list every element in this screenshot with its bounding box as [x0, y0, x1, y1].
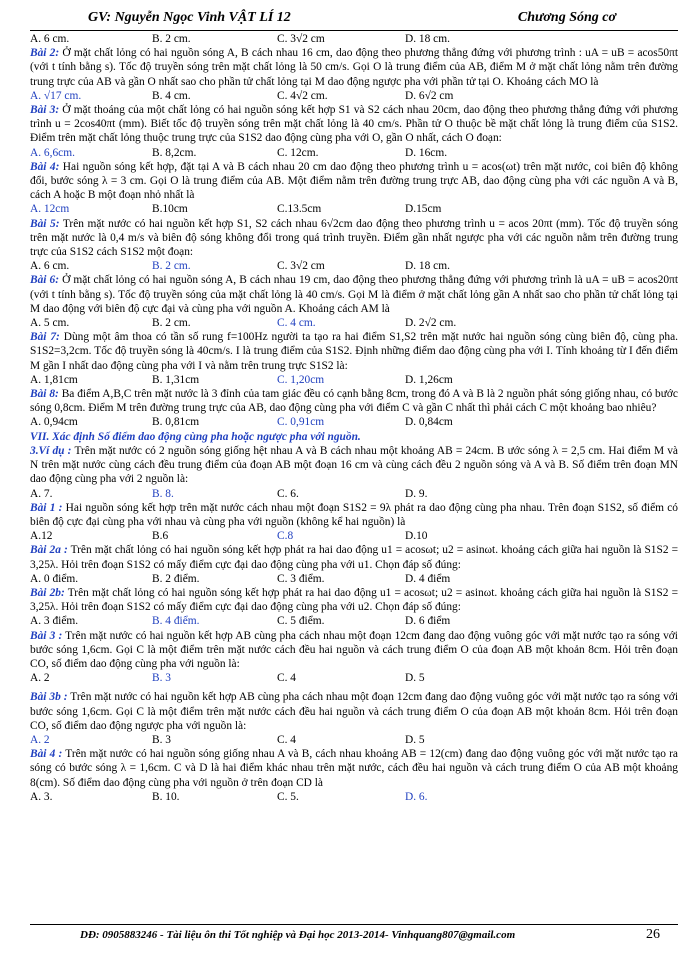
question-text: Trên mặt nước có hai nguồn sóng giống nhau A và B, cách nhau khoảng AB = 12(cm) đang dao động vuông góc với mặt nước tạo ra sóng có bước sóng λ = 1,6cm. C và D là hai điểm khác nhau trên mặt nước, cách đều hai nguồn và cách trung điểm O của AB một khoảng 8(cm). Số điểm dao động cùng pha với nguồn ở trên đoạn CD là — [30, 748, 678, 789]
question-text: Ở mặt chất lỏng có hai nguồn sóng A, B cách nhau 16 cm, dao động theo phương thẳng đứng với phương trình : uA = uB = acos50πt (với t tính bằng s). Tốc độ truyền sóng trên mặt chất lỏng là 50 cm/s. Gọi O là trung điểm của AB, điểm M ở mặt chất lỏng nằm trên đường trung trực của AB và gần O nhất sao cho phần tử chất lỏng tại M dao động ngược pha với phần tử tại O. Khoảng cách MO là — [30, 47, 678, 88]
answer-option: D. 18 cm. — [405, 33, 450, 45]
answer-options — [30, 373, 678, 387]
question-label: Bài 3: — [30, 104, 60, 117]
answer-option: D. 0,84cm — [405, 416, 453, 429]
answer-option: B. 2 cm. — [152, 33, 191, 45]
question — [30, 387, 678, 415]
question-text: Dùng một âm thoa có tần số rung f=100Hz người ta tạo ra hai điểm S1,S2 trên mặt nước hai nguồn sóng cùng biên độ, cùng pha. S1S2=3,2cm. Tốc độ truyền sóng là 40cm/s. I là trung điểm của S1S2. Định những điểm dao động cùng pha với I. Tính khoảng từ I đến điểm M gần I nhất dao động cùng pha với I và nằm trên trung trực S1S2 là: — [30, 331, 678, 372]
question-text: Trên mặt nước có hai nguồn kết hợp AB cùng pha cách nhau một đoạn 12cm đang dao động vuông góc với mặt nước tạo ra sóng với bước sóng 1,6cm. Gọi C là một điểm trên mặt nước cách đều hai nguồn và cách trung điểm O của đoạn AB một khoản 8cm. Hỏi trên đoạn CO, số điểm dao động cùng pha với nguồn là: — [30, 629, 678, 670]
answer-option: B. 3 — [152, 733, 171, 746]
answer-option: A. √17 cm. — [30, 89, 82, 102]
answer-option: D. 6 điểm — [405, 615, 451, 628]
question — [30, 330, 678, 373]
question-label: Bài 2: — [30, 47, 60, 60]
answer-options — [30, 316, 678, 330]
question-label: Bài 3 : — [30, 629, 63, 642]
question-label: Bài 8: — [30, 388, 59, 401]
question-label: Bài 2a : — [30, 544, 68, 557]
question — [30, 747, 678, 790]
question — [30, 690, 678, 733]
question — [30, 273, 678, 316]
answer-option: B. 8,2cm. — [152, 146, 197, 159]
answer-options — [30, 146, 678, 160]
question-text: Hai nguồn sóng kết hợp, đặt tại A và B cách nhau 20 cm dao động theo phương trình u = acos(ωt) trên mặt nước, coi biên độ không đổi, bước sóng λ = 3 cm. Gọi O là trung điểm của AB. Một điểm nằm trên đường trung trực AB, dao động cùng pha với các nguồn A và B, cách A hoặc B một đoạn nhỏ nhất là — [30, 160, 679, 202]
answer-option: D. 5 — [405, 733, 425, 746]
answer-option: B.10cm — [152, 203, 188, 216]
question-text: Ở mặt thoáng của một chất lỏng có hai nguồn sóng kết hợp S1 và S2 cách nhau 20cm, dao động theo phương thẳng đứng với phương trình u = 2cos40πt (mm). Biết tốc độ truyền sóng trên mặt chất lỏng là 40 cm/s. Phần tử O thuộc bề mặt chất lỏng là trung điểm của S1S2. Điểm trên mặt chất lỏng thuộc trung trực của S1S2 dao động cùng pha với O, gần O nhất, cách O đoạn: — [30, 104, 678, 145]
answer-option: C. 6. — [277, 487, 299, 500]
question-label: 3.Ví dụ : — [30, 444, 72, 457]
answer-option: C. 5. — [277, 790, 299, 803]
answer-option: C. 4 cm. — [277, 317, 316, 330]
answer-option: C. 0,91cm — [277, 416, 325, 429]
answer-option: B. 10. — [152, 790, 180, 803]
answer-option: B. 8. — [152, 487, 174, 500]
answer-option: D. 18 cm. — [405, 260, 450, 273]
answer-options — [30, 259, 678, 273]
answer-option: B. 4 cm. — [152, 89, 191, 102]
answer-option: D. 1,26cm — [405, 373, 453, 386]
answer-options — [30, 614, 678, 628]
question-label: Bài 5: — [30, 217, 60, 230]
answer-option: D. 9. — [405, 487, 428, 500]
answer-options — [30, 790, 678, 804]
document-body — [30, 32, 678, 804]
answer-options — [30, 572, 678, 586]
answer-option: B. 3 — [152, 672, 171, 685]
header-author: GV: Nguyễn Ngọc Vinh VẬT LÍ 12 — [88, 10, 291, 25]
answer-option: D.10 — [405, 530, 428, 543]
answer-option: D. 4 điểm — [405, 572, 451, 585]
question-label: Bài 2b: — [30, 586, 65, 599]
section-heading: VII. Xác định Số điểm dao động cùng pha hoặc ngược pha với nguồn. — [30, 430, 361, 443]
answer-options — [30, 89, 678, 103]
question — [30, 629, 678, 672]
answer-option: D. 5 — [405, 672, 425, 685]
question — [30, 586, 678, 614]
answer-option: A. 0 điểm. — [30, 572, 79, 585]
answer-options — [30, 32, 678, 46]
answer-option: B. 2 cm. — [152, 260, 191, 273]
answer-option: A. 12cm — [30, 203, 70, 216]
answer-option: C. 1,20cm — [277, 373, 325, 386]
answer-option: C.13.5cm — [277, 203, 322, 216]
answer-options — [30, 202, 678, 216]
question — [30, 46, 678, 89]
answer-option: C. 4 — [277, 733, 296, 746]
page-header — [30, 8, 678, 31]
question-text: Trên mặt chất lỏng có hai nguồn sóng kết hợp phát ra hai dao động u1 = acosωt; u2 = asinωt. khoảng cách giữa hai nguồn là S1S2 = 3,25λ. Hỏi trên đoạn S1S2 có mấy điểm cực đại dao động cùng pha với u1. Chọn đáp số đúng: — [30, 544, 678, 571]
answer-option: A. 5 cm. — [30, 317, 70, 330]
answer-option: A. 1,81cm — [30, 373, 78, 386]
answer-option: A.12 — [30, 530, 53, 543]
answer-option: C. 4√2 cm. — [277, 89, 328, 102]
page-number: 26 — [646, 927, 660, 942]
answer-option: C. 3 điểm. — [277, 572, 325, 585]
answer-option: C.8 — [277, 530, 294, 543]
answer-option: B.6 — [152, 530, 169, 543]
answer-option: D. 16cm. — [405, 146, 448, 159]
question — [30, 160, 678, 203]
answer-option: C. 4 — [277, 672, 296, 685]
question-text: Trên mặt nước có hai nguồn kết hợp S1, S2 cách nhau 6√2cm dao động theo phương trình u = acos 20πt (mm). Tốc độ truyền sóng trên mặt nước là 0,4 m/s và biên độ sóng không đổi trong quá trình truyền. Điểm gần nhất ngược pha với các nguồn nằm trên đường trung trực của S1S2 cách S1S2 một đoạn: — [30, 217, 679, 259]
answer-option: B. 2 điểm. — [152, 572, 200, 585]
answer-option: C. 12cm. — [277, 146, 319, 159]
footer-contact: DĐ: 0905883246 - Tài liệu ôn thi Tốt nghiệp và Đại học 2013-2014- Vinhquang807@gmail.com — [80, 929, 516, 941]
question-label: Bài 4 : — [30, 748, 63, 761]
answer-option: A. 3. — [30, 790, 53, 803]
answer-options — [30, 415, 678, 429]
answer-option: D. 6. — [405, 790, 428, 803]
answer-option: A. 2 — [30, 733, 50, 746]
header-chapter: Chương Sóng cơ — [517, 10, 616, 25]
answer-options — [30, 529, 678, 543]
answer-option: D. 2√2 cm. — [405, 317, 457, 330]
answer-options — [30, 733, 678, 747]
answer-option: D. 6√2 cm — [405, 89, 454, 102]
question-text: Hai nguồn sóng kết hợp trên mặt nước cách nhau một đoạn S1S2 = 9λ phát ra dao động cùng pha nhau. Trên đoạn S1S2, số điểm có biên độ cực đại cùng pha với nhau và cùng pha với nguồn (không kể hai nguồn) là — [30, 501, 678, 528]
question-text: Trên mặt chất lỏng có hai nguồn sóng kết hợp phát ra hai dao động u1 = acosωt; u2 = asinωt. khoảng cách giữa hai nguồn là S1S2 = 3,25λ. Hỏi trên đoạn S1S2 có mấy điểm cực đại dao động cùng pha với u2. Chọn đáp số đúng: — [30, 586, 678, 614]
answer-option: B. 4 điểm. — [152, 615, 200, 628]
question-text: Ở mặt chất lỏng có hai nguồn sóng A, B cách nhau 19 cm, dao động theo phương thẳng đứng với phương trình là uA = uB = acos20πt (với t tính bằng s). Tốc độ truyền sóng của mặt chất lỏng là 40 cm/s. Gọi M là điểm ở mặt chất lỏng gần A nhất sao cho phần tử chất lỏng tại M dao động với biên độ cực đại và cùng pha với nguồn A. Khoảng cách AM là — [30, 274, 679, 315]
answer-option: B. 0,81cm — [152, 416, 200, 429]
question — [30, 543, 678, 571]
answer-option: C. 3√2 cm — [277, 260, 325, 273]
question-label: Bài 1 : — [30, 501, 63, 514]
question-text: Trên mặt nước có hai nguồn kết hợp AB cùng pha cách nhau một đoạn 12cm đang dao động vuông góc với mặt nước tạo ra sóng với bước sóng 1,6cm. Gọi C là một điểm trên mặt nước cách đều hai nguồn và cách trung điểm O của đoạn AB một khoản 8cm. Hỏi trên đoạn CO, số điểm dao động ngược pha với nguồn là: — [30, 691, 678, 732]
question-label: Bài 7: — [30, 331, 60, 344]
answer-option: A. 0,94cm — [30, 416, 78, 429]
answer-option: B. 1,31cm — [152, 373, 200, 386]
question — [30, 217, 678, 260]
answer-option: A. 6 cm. — [30, 260, 70, 273]
answer-option: C. 3√2 cm — [277, 33, 325, 45]
answer-option: A. 6,6cm. — [30, 146, 75, 159]
answer-option: A. 6 cm. — [30, 33, 70, 45]
answer-option: A. 7. — [30, 487, 53, 500]
answer-options — [30, 487, 678, 501]
page-footer — [30, 924, 678, 945]
answer-option: A. 3 điểm. — [30, 615, 79, 628]
question-label: Bài 6: — [30, 274, 60, 287]
question-text: Ba điểm A,B,C trên mặt nước là 3 đỉnh của tam giác đều có cạnh bằng 8cm, trong đó A và B là 2 nguồn phát sóng giống nhau, có bước sóng 0,8cm. Điểm M trên đường trung trực của AB, dao động cùng pha với điểm C và gần C nhất thì phải cách C một khoảng bao nhiêu? — [30, 388, 678, 415]
question-label: Bài 4: — [30, 160, 60, 173]
question-text: Trên mặt nước có 2 nguồn sóng giống hệt nhau A và B cách nhau một khoảng AB = 24cm. B ước sóng λ = 2,5 cm. Hai điểm M và N trên mặt nước cùng cách đều trung điểm của đoạn AB một đoạn 16 cm và cùng cách đều 2 nguồn sóng và A và B. Số điểm trên đoạn MN dao động cùng pha với 2 nguồn là: — [30, 444, 678, 486]
question — [30, 501, 678, 529]
answer-option: D.15cm — [405, 203, 442, 216]
answer-options — [30, 671, 678, 685]
answer-option: A. 2 — [30, 672, 50, 685]
answer-option: C. 5 điểm. — [277, 615, 325, 628]
question-label: Bài 3b : — [30, 691, 68, 704]
question — [30, 103, 678, 146]
answer-option: B. 2 cm. — [152, 317, 191, 330]
question — [30, 444, 678, 487]
